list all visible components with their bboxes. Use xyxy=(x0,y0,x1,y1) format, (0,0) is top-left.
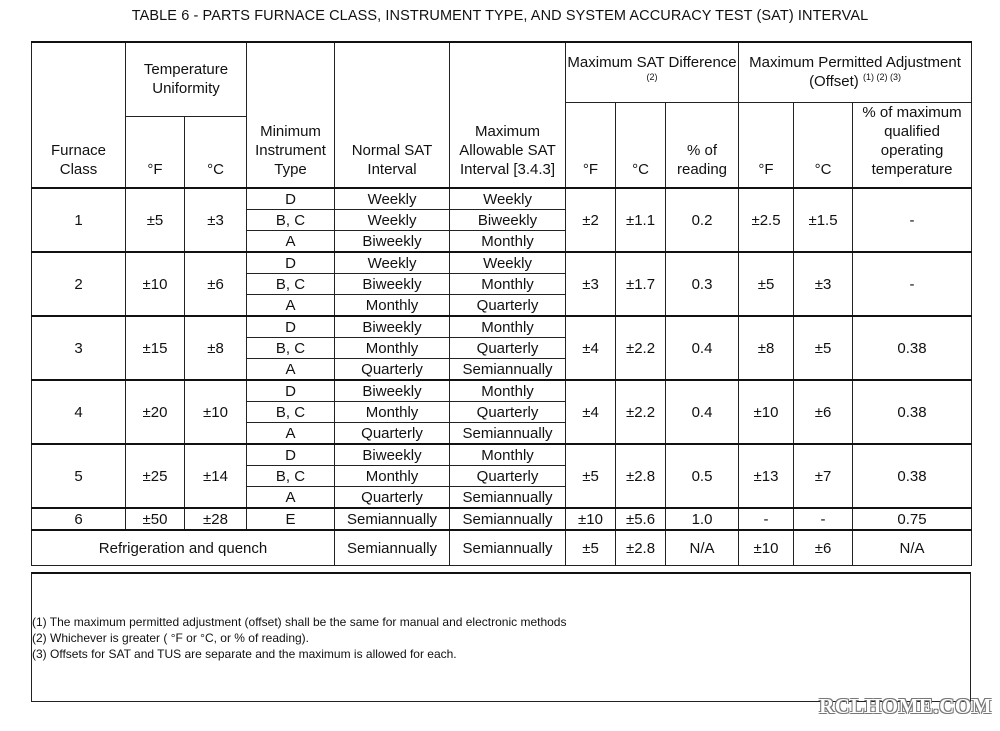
tu-f-cell: ±15 xyxy=(126,316,185,380)
max-interval-cell: Semiannually xyxy=(450,530,566,566)
instrument-type-cell: D xyxy=(247,188,335,210)
diff-c-cell: ±5.6 xyxy=(616,508,666,530)
header-diff-c: °C xyxy=(616,102,666,188)
table-row xyxy=(32,316,972,338)
instrument-type-cell: B, C xyxy=(247,402,335,423)
tu-c-cell: ±8 xyxy=(185,316,247,380)
diff-f-cell: ±10 xyxy=(566,508,616,530)
header-adj-pct-max-temp: % of maximum qualified operating temperature xyxy=(853,102,972,188)
instrument-type-cell: E xyxy=(247,508,335,530)
diff-c-cell: ±2.2 xyxy=(616,380,666,444)
instrument-type-cell: D xyxy=(247,444,335,466)
normal-interval-cell: Quarterly xyxy=(335,423,450,445)
diff-f-cell: ±4 xyxy=(566,380,616,444)
footnote-1: (1) The maximum permitted adjustment (offset) shall be the same for manual and electronic methods xyxy=(32,615,567,629)
max-interval-cell: Monthly xyxy=(450,274,566,295)
diff-c-cell: ±2.8 xyxy=(616,444,666,508)
normal-interval-cell: Monthly xyxy=(335,402,450,423)
adj-c-cell: ±5 xyxy=(794,316,853,380)
instrument-type-cell: A xyxy=(247,359,335,381)
adj-pct-cell: 0.75 xyxy=(853,508,972,530)
adj-c-cell: ±3 xyxy=(794,252,853,316)
max-interval-cell: Monthly xyxy=(450,231,566,253)
tu-f-cell: ±20 xyxy=(126,380,185,444)
adj-c-cell: ±6 xyxy=(794,530,853,566)
instrument-type-cell: B, C xyxy=(247,274,335,295)
instrument-type-cell: A xyxy=(247,295,335,317)
table-row xyxy=(32,444,972,466)
adj-f-cell: ±5 xyxy=(739,252,794,316)
adj-f-cell: ±10 xyxy=(739,380,794,444)
header-tu-c: °C xyxy=(185,116,247,188)
diff-f-cell: ±4 xyxy=(566,316,616,380)
adj-pct-cell: 0.38 xyxy=(853,316,972,380)
diff-f-cell: ±5 xyxy=(566,444,616,508)
normal-interval-cell: Semiannually xyxy=(335,508,450,530)
table-row xyxy=(32,188,972,210)
normal-interval-cell: Weekly xyxy=(335,188,450,210)
normal-interval-cell: Biweekly xyxy=(335,380,450,402)
diff-pct-cell: 1.0 xyxy=(666,508,739,530)
adj-c-cell: ±7 xyxy=(794,444,853,508)
adj-c-cell: ±6 xyxy=(794,380,853,444)
normal-interval-cell: Monthly xyxy=(335,338,450,359)
tu-f-cell: ±10 xyxy=(126,252,185,316)
normal-interval-cell: Semiannually xyxy=(335,530,450,566)
normal-interval-cell: Weekly xyxy=(335,252,450,274)
adj-f-cell: ±10 xyxy=(739,530,794,566)
refrigeration-label: Refrigeration and quench xyxy=(32,530,335,566)
normal-interval-cell: Biweekly xyxy=(335,274,450,295)
diff-pct-cell: N/A xyxy=(666,530,739,566)
header-furnace-class: Furnace Class xyxy=(32,42,126,188)
tu-c-cell: ±28 xyxy=(185,508,247,530)
instrument-type-cell: A xyxy=(247,231,335,253)
normal-interval-cell: Biweekly xyxy=(335,316,450,338)
diff-f-cell: ±5 xyxy=(566,530,616,566)
adj-c-cell: - xyxy=(794,508,853,530)
watermark: RCLHOME.COM xyxy=(819,694,992,718)
diff-pct-cell: 0.3 xyxy=(666,252,739,316)
normal-interval-cell: Biweekly xyxy=(335,231,450,253)
table-row-refrigeration xyxy=(32,530,972,566)
header-diff-f: °F xyxy=(566,102,616,188)
max-interval-cell: Monthly xyxy=(450,380,566,402)
table-row-class-6 xyxy=(32,508,972,530)
adj-f-cell: ±8 xyxy=(739,316,794,380)
header-temperature-uniformity: Temperature Uniformity xyxy=(126,42,247,116)
normal-interval-cell: Weekly xyxy=(335,210,450,231)
header-adj-c: °C xyxy=(794,102,853,188)
max-interval-cell: Quarterly xyxy=(450,295,566,317)
table-title: TABLE 6 - PARTS FURNACE CLASS, INSTRUMENT TYPE, AND SYSTEM ACCURACY TEST (SAT) INTERVAL xyxy=(131,8,869,24)
max-interval-cell: Weekly xyxy=(450,188,566,210)
instrument-type-cell: B, C xyxy=(247,210,335,231)
instrument-type-cell: B, C xyxy=(247,338,335,359)
tu-c-cell: ±3 xyxy=(185,188,247,252)
furnace-class-cell: 2 xyxy=(32,252,126,316)
header-normal-sat-interval: Normal SAT Interval xyxy=(335,42,450,188)
instrument-type-cell: A xyxy=(247,487,335,509)
normal-interval-cell: Quarterly xyxy=(335,487,450,509)
diff-pct-cell: 0.4 xyxy=(666,380,739,444)
instrument-type-cell: D xyxy=(247,252,335,274)
adj-c-cell: ±1.5 xyxy=(794,188,853,252)
max-interval-cell: Monthly xyxy=(450,316,566,338)
normal-interval-cell: Biweekly xyxy=(335,444,450,466)
tu-c-cell: ±10 xyxy=(185,380,247,444)
max-interval-cell: Weekly xyxy=(450,252,566,274)
header-maximum-sat-difference: Maximum SAT Difference $^{(2)}$ xyxy=(566,42,739,102)
diff-c-cell: ±1.1 xyxy=(616,188,666,252)
diff-f-cell: ±2 xyxy=(566,188,616,252)
furnace-class-cell: 3 xyxy=(32,316,126,380)
max-interval-cell: Semiannually xyxy=(450,508,566,530)
footnote-3: (3) Offsets for SAT and TUS are separate and the maximum is allowed for each. xyxy=(32,647,457,661)
header-minimum-instrument-type: Minimum Instrument Type xyxy=(247,42,335,188)
max-interval-cell: Monthly xyxy=(450,444,566,466)
diff-f-cell: ±3 xyxy=(566,252,616,316)
max-interval-cell: Quarterly xyxy=(450,338,566,359)
adj-pct-cell: - xyxy=(853,252,972,316)
table-row xyxy=(32,252,972,274)
table-row xyxy=(32,380,972,402)
furnace-class-cell: 5 xyxy=(32,444,126,508)
adj-f-cell: ±13 xyxy=(739,444,794,508)
diff-pct-cell: 0.4 xyxy=(666,316,739,380)
footnotes-box xyxy=(31,572,971,702)
tu-f-cell: ±25 xyxy=(126,444,185,508)
table-body xyxy=(32,188,972,566)
footnote-2: (2) Whichever is greater ( °F or °C, or % of reading). xyxy=(32,631,310,645)
header-maximum-permitted-adjustment: Maximum Permitted Adjustment (Offset) $^{(1) (2) (3)}$ xyxy=(739,42,972,102)
furnace-class-cell: 4 xyxy=(32,380,126,444)
tu-c-cell: ±14 xyxy=(185,444,247,508)
adj-f-cell: - xyxy=(739,508,794,530)
instrument-type-cell: D xyxy=(247,316,335,338)
normal-interval-cell: Quarterly xyxy=(335,359,450,381)
tu-f-cell: ±5 xyxy=(126,188,185,252)
tu-f-cell: ±50 xyxy=(126,508,185,530)
instrument-type-cell: A xyxy=(247,423,335,445)
furnace-class-cell: 1 xyxy=(32,188,126,252)
instrument-type-cell: D xyxy=(247,380,335,402)
instrument-type-cell: B, C xyxy=(247,466,335,487)
sat-interval-table xyxy=(31,41,972,566)
adj-pct-cell: 0.38 xyxy=(853,444,972,508)
max-interval-cell: Biweekly xyxy=(450,210,566,231)
adj-f-cell: ±2.5 xyxy=(739,188,794,252)
header-diff-pct-reading: % of reading xyxy=(666,102,739,188)
normal-interval-cell: Monthly xyxy=(335,466,450,487)
adj-pct-cell: N/A xyxy=(853,530,972,566)
furnace-class-cell: 6 xyxy=(32,508,126,530)
tu-c-cell: ±6 xyxy=(185,252,247,316)
header-maximum-allowable-sat-interval: Maximum Allowable SAT Interval [3.4.3] xyxy=(450,42,566,188)
diff-c-cell: ±2.2 xyxy=(616,316,666,380)
header-adj-f: °F xyxy=(739,102,794,188)
max-interval-cell: Quarterly xyxy=(450,402,566,423)
max-interval-cell: Semiannually xyxy=(450,359,566,381)
header-tu-f: °F xyxy=(126,116,185,188)
diff-pct-cell: 0.5 xyxy=(666,444,739,508)
max-interval-cell: Semiannually xyxy=(450,423,566,445)
diff-c-cell: ±1.7 xyxy=(616,252,666,316)
max-interval-cell: Quarterly xyxy=(450,466,566,487)
adj-pct-cell: 0.38 xyxy=(853,380,972,444)
normal-interval-cell: Monthly xyxy=(335,295,450,317)
diff-pct-cell: 0.2 xyxy=(666,188,739,252)
max-interval-cell: Semiannually xyxy=(450,487,566,509)
diff-c-cell: ±2.8 xyxy=(616,530,666,566)
adj-pct-cell: - xyxy=(853,188,972,252)
